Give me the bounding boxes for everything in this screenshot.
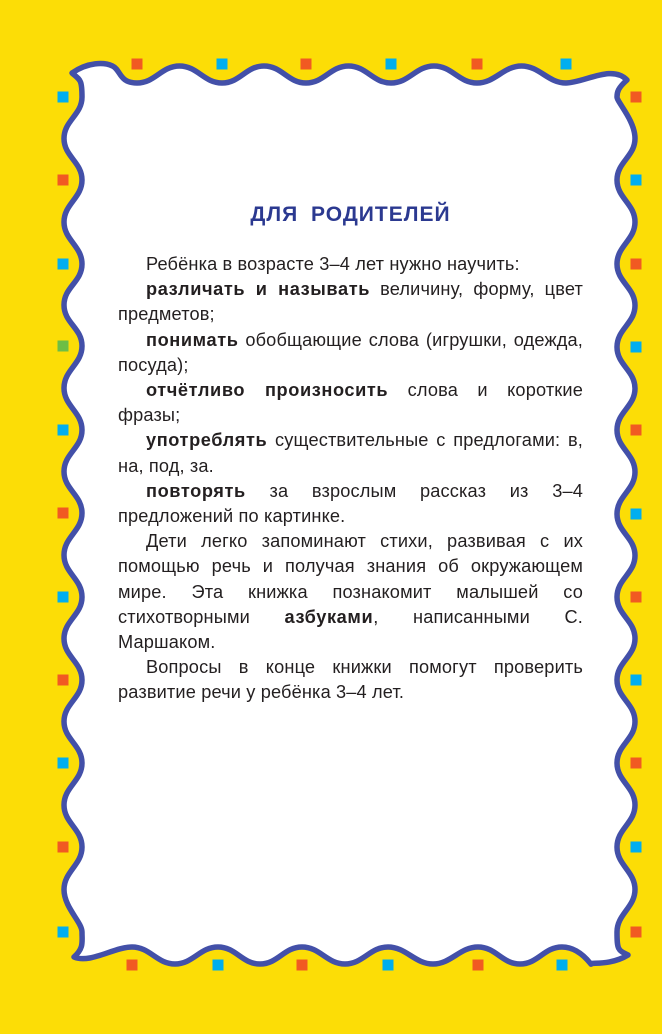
left-square-blue xyxy=(58,592,69,603)
paragraph-skill-pronounce xyxy=(118,378,583,428)
text-run: Дети легко запоминают стихи, развивая с их помощью речь и получая знания об окружающем мире. Эта книжка познакомит малышей со стихотворными xyxy=(118,531,583,627)
text-run: , написанными С. Маршаком. xyxy=(118,606,583,653)
top-square-blue xyxy=(217,59,228,70)
emphasized-text: различать и называть xyxy=(146,279,370,300)
right-square-orange xyxy=(631,592,642,603)
body-text xyxy=(118,252,583,706)
right-square-orange xyxy=(631,425,642,436)
right-square-blue xyxy=(631,842,642,853)
top-square-blue xyxy=(561,59,572,70)
text-run: существительные с предлогами: в, на, под, за. xyxy=(118,430,583,476)
bottom-square-orange xyxy=(473,960,484,971)
text-run: Ребёнка в возрасте 3–4 лет нужно научить: xyxy=(146,254,520,274)
paragraph-skill-retell xyxy=(118,479,583,529)
bottom-square-blue xyxy=(557,960,568,971)
top-square-orange xyxy=(301,59,312,70)
bottom-square-orange xyxy=(127,960,138,971)
right-square-blue xyxy=(631,675,642,686)
text-run: величину, форму, цвет предметов; xyxy=(118,279,583,325)
right-square-blue xyxy=(631,175,642,186)
top-square-blue xyxy=(386,59,397,70)
bottom-square-blue xyxy=(213,960,224,971)
paragraph-skill-use-prepositions xyxy=(118,428,583,478)
left-square-orange xyxy=(58,508,69,519)
right-square-orange xyxy=(631,92,642,103)
paragraph-intro xyxy=(118,252,583,277)
right-square-blue xyxy=(631,509,642,520)
left-square-blue xyxy=(58,927,69,938)
left-square-blue xyxy=(58,259,69,270)
paragraph-skill-distinguish xyxy=(118,277,583,327)
left-square-orange xyxy=(58,842,69,853)
page-title: ДЛЯ РОДИТЕЛЕЙ xyxy=(250,203,451,226)
left-square-orange xyxy=(58,675,69,686)
text-run: Вопросы в конце книжки помогут проверить развитие речи у ребёнка 3–4 лет. xyxy=(118,657,583,703)
page-content xyxy=(118,200,583,706)
emphasized-text: употреблять xyxy=(146,430,268,451)
left-square-green xyxy=(58,341,69,352)
paragraph-about-book xyxy=(118,529,583,655)
left-square-blue xyxy=(58,758,69,769)
right-square-orange xyxy=(631,758,642,769)
emphasized-text: отчётливо произносить xyxy=(146,380,389,401)
top-square-orange xyxy=(132,59,143,70)
paragraph-skill-understand xyxy=(118,328,583,378)
right-square-orange xyxy=(631,927,642,938)
emphasized-text: повторять xyxy=(146,480,246,501)
left-square-blue xyxy=(58,425,69,436)
paragraph-questions xyxy=(118,655,583,705)
left-square-blue xyxy=(58,92,69,103)
text-run: обобщающие слова (игрушки, одежда, посуда); xyxy=(118,329,583,375)
bottom-square-orange xyxy=(297,960,308,971)
emphasized-text: понимать xyxy=(146,329,239,350)
top-square-orange xyxy=(472,59,483,70)
text-run: слова и короткие фразы; xyxy=(118,380,583,426)
bottom-square-blue xyxy=(383,960,394,971)
right-square-blue xyxy=(631,342,642,353)
emphasized-text: азбуками xyxy=(284,606,374,627)
text-run: за взрослым рассказ из 3–4 предложений по картинке. xyxy=(118,480,583,527)
right-square-orange xyxy=(631,259,642,270)
left-square-orange xyxy=(58,175,69,186)
